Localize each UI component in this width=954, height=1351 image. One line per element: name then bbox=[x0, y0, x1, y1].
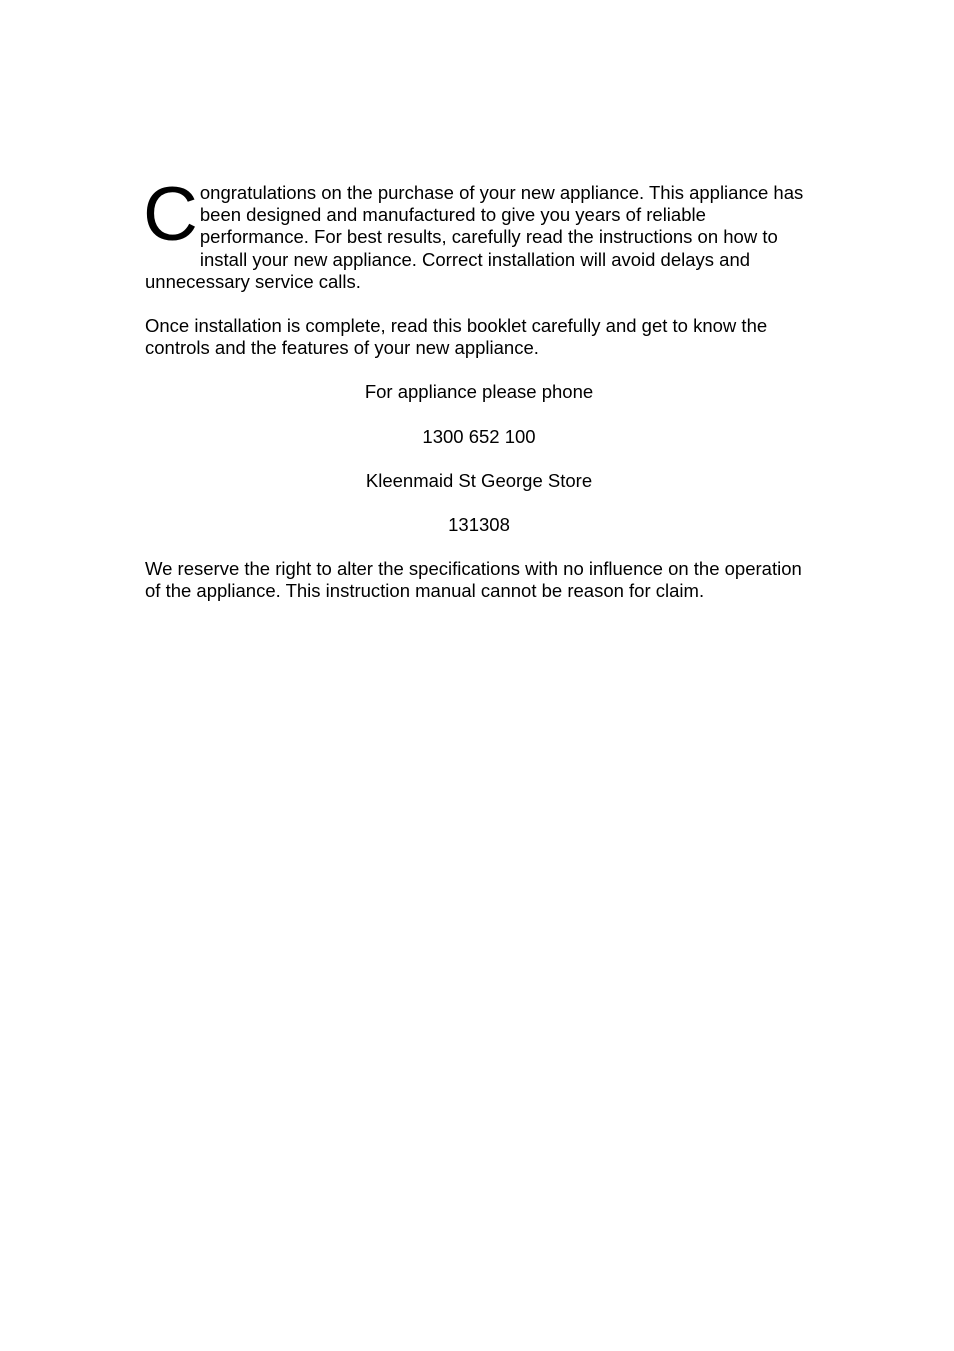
store-code: 131308 bbox=[448, 514, 510, 536]
phone-prompt: For appliance please phone bbox=[364, 381, 594, 403]
disclaimer-paragraph: We reserve the right to alter the specifications with no influence on the operation of the appliance. This instruction manual cannot be reason for claim. bbox=[145, 558, 802, 602]
intro-paragraph bbox=[143, 172, 813, 293]
intro-text: ongratulations on the purchase of your new appliance. This appliance has been designed and manufactured to give you years of reliable performance. For best results, carefully read the instructions on how to install your new appliance. Correct installation will avoid delays and unnecessary service calls. bbox=[145, 182, 804, 292]
phone-number: 1300 652 100 bbox=[422, 425, 536, 447]
installation-paragraph: Once installation is complete, read this booklet carefully and get to know the controls and the features of your new appliance. bbox=[145, 315, 768, 359]
document-page bbox=[143, 172, 813, 603]
store-name: Kleenmaid St George Store bbox=[365, 469, 593, 491]
drop-cap-letter: C bbox=[143, 172, 198, 257]
